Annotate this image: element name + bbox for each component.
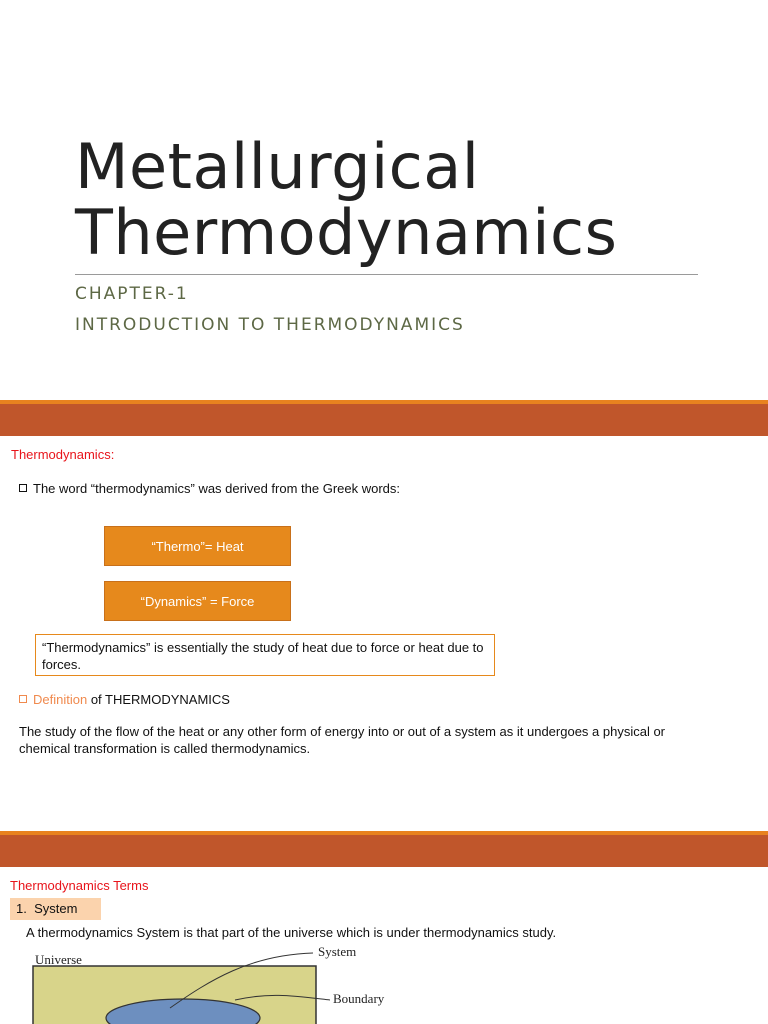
slide-title [75, 130, 735, 269]
boundary-label: Boundary [333, 991, 385, 1006]
greek-words-bullet [19, 481, 400, 496]
definition-word: Definition [33, 692, 88, 707]
definition-rest: of THERMODYNAMICS [87, 692, 230, 707]
system-description: A thermodynamics System is that part of the universe which is under thermodynamics study. [26, 925, 557, 940]
title-divider [75, 274, 698, 275]
square-bullet-icon [19, 695, 27, 703]
definition-quote-box: “Thermodynamics” is essentially the study of heat due to force or heat due to forces. [35, 634, 495, 676]
thermodynamics-heading: Thermodynamics: [11, 447, 115, 462]
terms-heading: Thermodynamics Terms [10, 878, 149, 893]
title-line-1: Metallurgical [75, 130, 480, 203]
system-diagram [0, 940, 768, 1024]
system-item-tag [10, 898, 101, 920]
definition-bullet [19, 692, 230, 707]
slide-banner [0, 400, 768, 436]
chapter-subtitle: CHAPTER-1 [75, 284, 189, 304]
slide-banner [0, 831, 768, 867]
item-number: 1. [16, 901, 27, 916]
item-label: System [34, 901, 78, 916]
intro-subtitle: INTRODUCTION TO THERMODYNAMICS [75, 315, 465, 335]
greek-words-text: The word “thermodynamics” was derived from the Greek words: [33, 481, 401, 496]
dynamics-force-box: “Dynamics” = Force [104, 581, 291, 621]
universe-label: Universe [35, 952, 82, 967]
title-line-2: Thermodynamics [75, 196, 618, 269]
thermo-heat-box: “Thermo”= Heat [104, 526, 291, 566]
system-label: System [318, 944, 357, 959]
square-bullet-icon [19, 484, 27, 492]
definition-paragraph: The study of the flow of the heat or any other form of energy into or out of a system as it undergoes a physical or chemical transformation is called thermodynamics. [19, 724, 666, 756]
